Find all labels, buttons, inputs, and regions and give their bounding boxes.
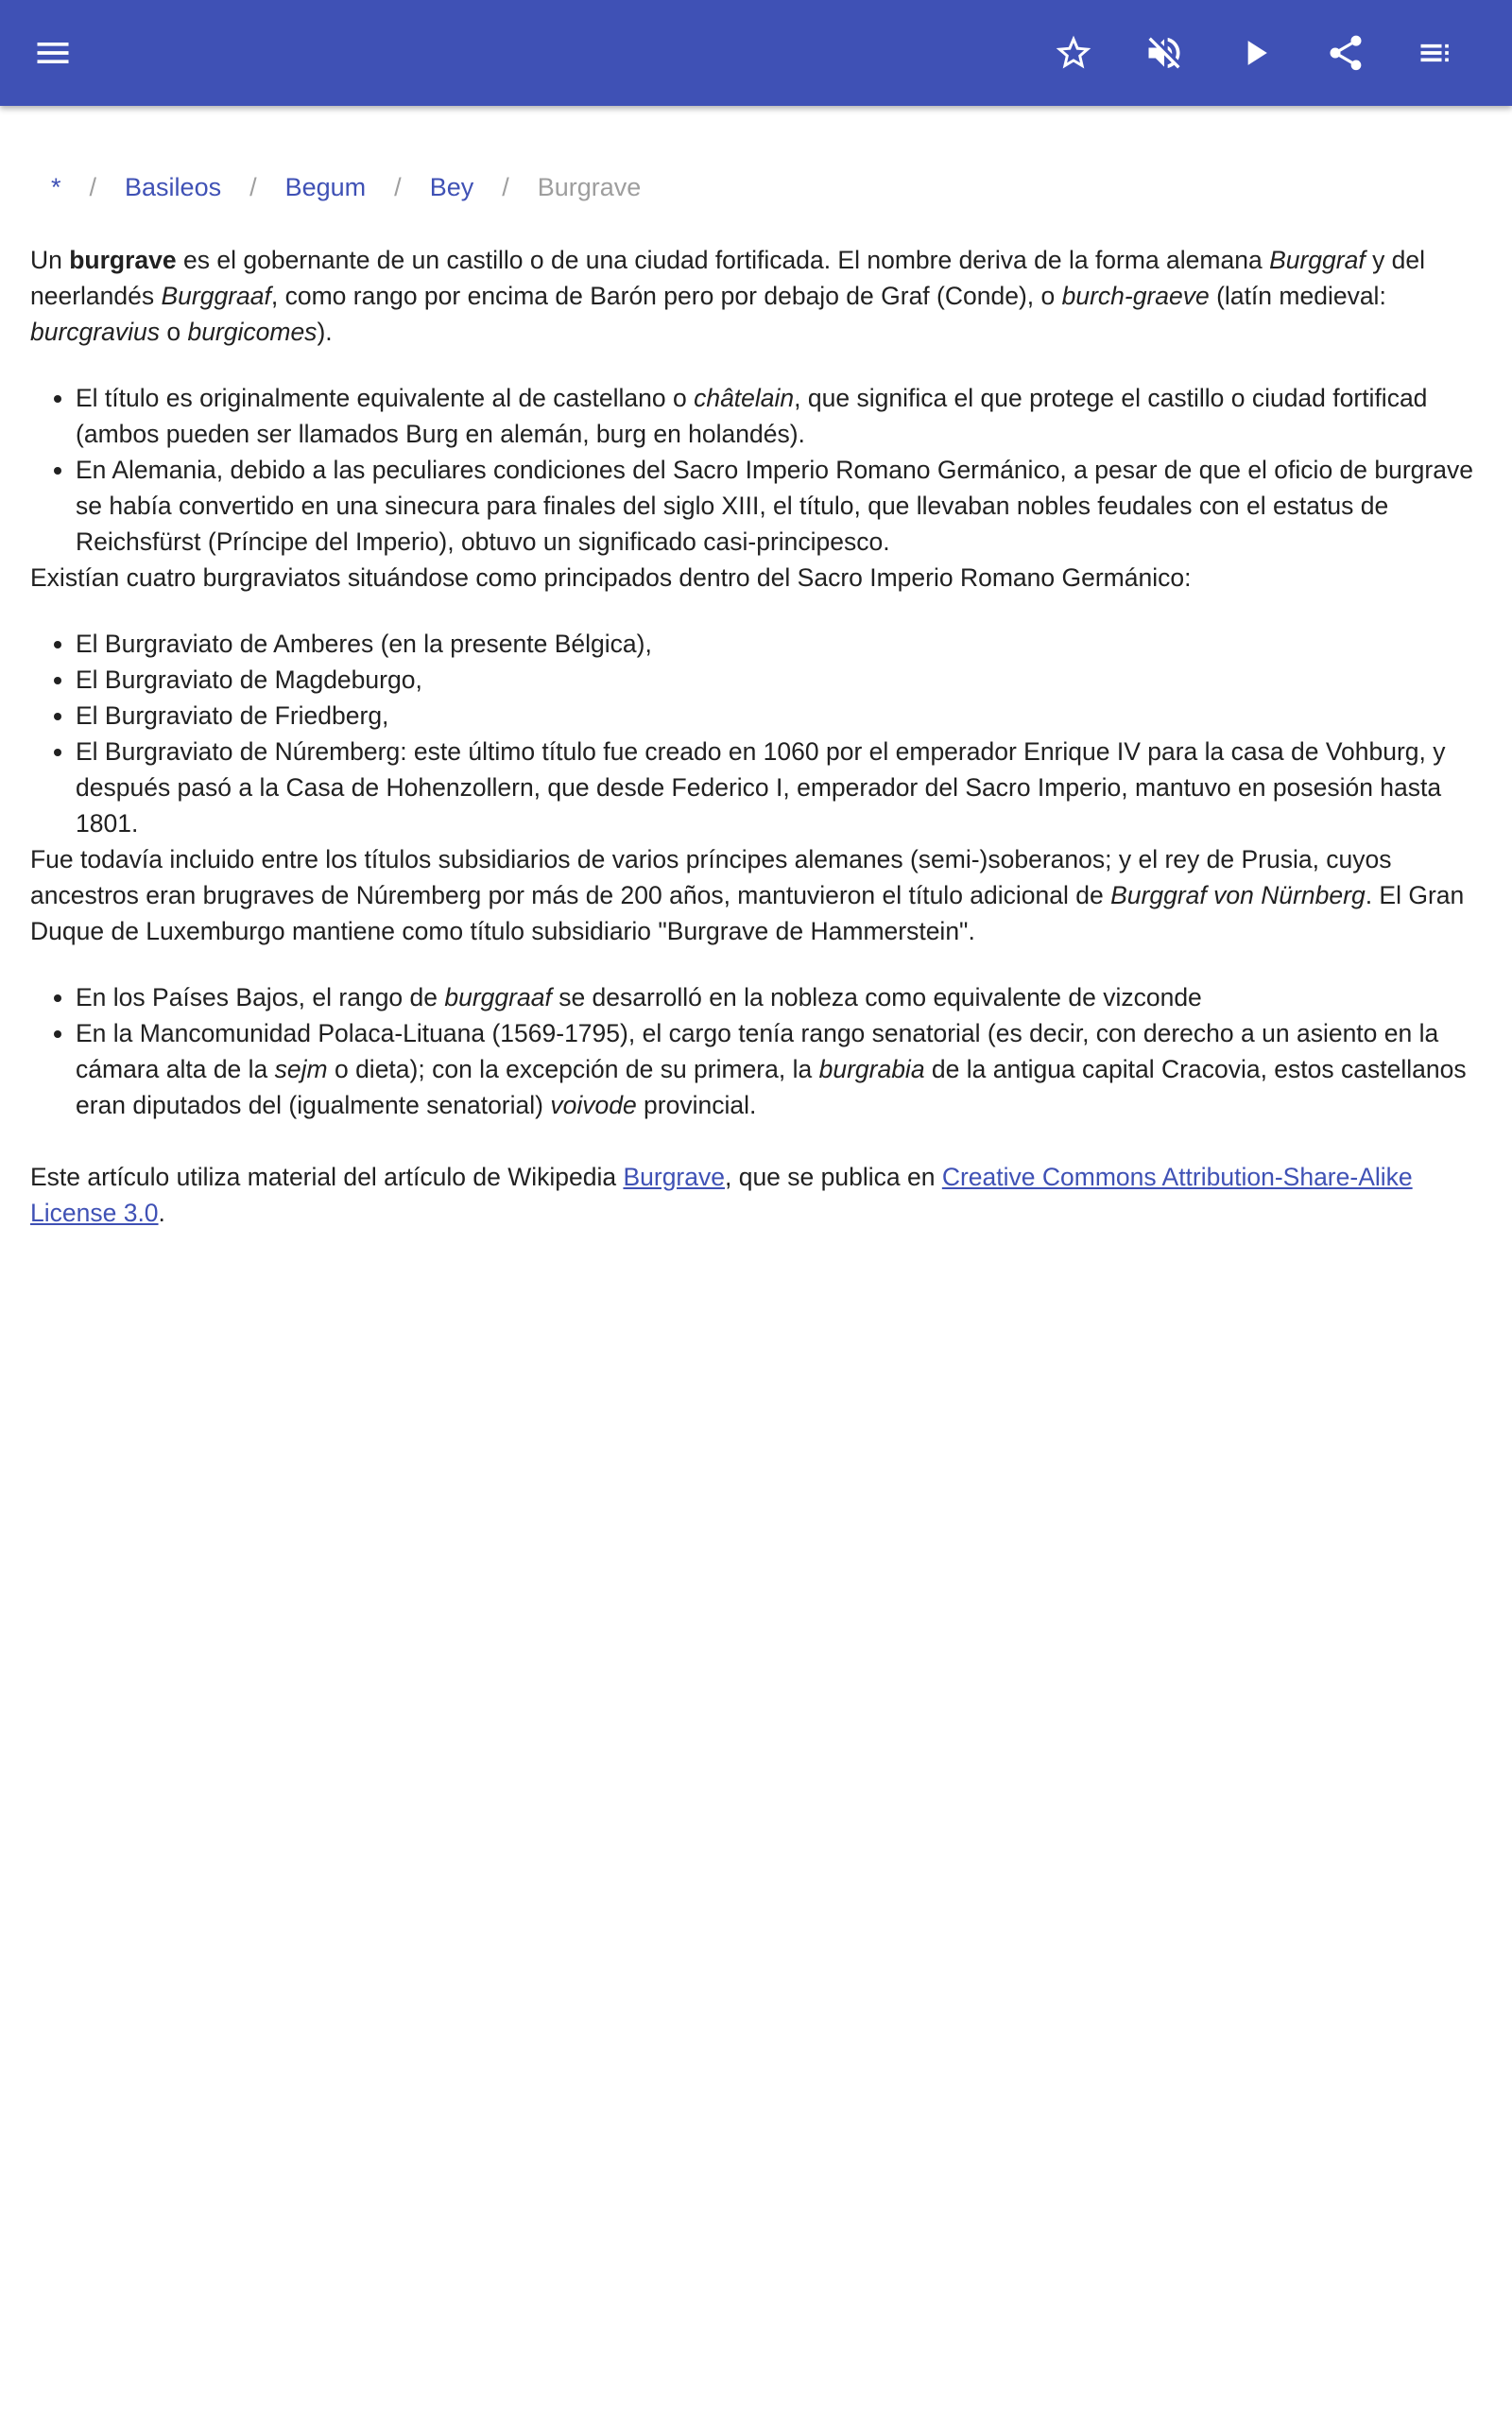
playlist-button[interactable] <box>1391 0 1482 106</box>
list-item: • El Burgraviato de Amberes (en la presente Bélgica), <box>76 626 1482 662</box>
term-bold: burgrave <box>69 246 177 274</box>
breadcrumb-separator: / <box>249 173 257 201</box>
text: o dieta); con la excepción de su primera, la <box>327 1055 819 1083</box>
text: En los Países Bajos, el rango de <box>76 983 445 1011</box>
share-icon <box>1325 32 1366 74</box>
menu-button[interactable] <box>8 0 98 106</box>
article-content <box>30 151 1482 1231</box>
term-italic: burgicomes <box>187 318 318 346</box>
text: y del neerlandés <box>30 246 1426 310</box>
text: . <box>158 1199 165 1227</box>
list-item: • El Burgraviato de Núremberg: este último título fue creado en 1060 por el emperador Enrique IV para la casa de Vohburg, y después pasó a la Casa de Hohenzollern, que desde Federico I, emperador del Sacro Imperio, mantuvo en posesión hasta 1801. <box>76 734 1482 841</box>
text: o <box>159 318 188 346</box>
term-italic: voivode <box>550 1091 637 1119</box>
list-item <box>76 380 1482 452</box>
text: , que significa el que protege el castillo o ciudad fortificad (ambos pueden ser llamados Burg en alemán, burg en holandés). <box>76 384 1428 448</box>
text: . El Gran Duque de Luxemburgo mantiene como título subsidiario "Burgrave de Hammerstein". <box>30 881 1465 945</box>
breadcrumb-separator: / <box>89 173 97 201</box>
breadcrumb-home[interactable]: * <box>51 173 61 201</box>
list-item: • En Alemania, debido a las peculiares condiciones del Sacro Imperio Romano Germánico, a pesar de que el oficio de burgrave se había convertido en una sinecura para finales del siglo XIII, el título, que llevaban nobles feudales con el estatus de Reichsfürst (Príncipe del Imperio), obtuvo un significado casi-principesco. <box>76 452 1482 560</box>
app-bar <box>0 0 1512 106</box>
volume-off-icon <box>1143 32 1185 74</box>
burgraviates-list <box>30 626 1482 841</box>
term-italic: burgrabia <box>818 1055 925 1083</box>
list-item <box>76 979 1482 1015</box>
term-italic: châtelain <box>694 384 795 412</box>
text: ). <box>317 318 333 346</box>
text: Este artículo utiliza material del artículo de Wikipedia <box>30 1163 624 1191</box>
list-item: • El Burgraviato de Magdeburgo, <box>76 662 1482 698</box>
play-icon <box>1234 32 1276 74</box>
breadcrumb-current: Burgrave <box>537 173 642 201</box>
text: de la antigua capital Cracovia, estos castellanos eran diputados del (igualmente senatorial) <box>76 1055 1467 1119</box>
list-item <box>76 1015 1482 1123</box>
breadcrumb-separator: / <box>502 173 509 201</box>
breadcrumb-basileos[interactable]: Basileos <box>125 173 222 201</box>
text: Fue todavía incluido entre los títulos subsidiarios de varios príncipes alemanes (semi-)soberanos; y el rey de Prusia, cuyos ancestros eran brugraves de Núremberg por más de 200 años, mantuvieron el título adicional de <box>30 845 1392 909</box>
playlist-icon <box>1416 32 1457 74</box>
paragraph <box>30 841 1482 949</box>
term-italic: sejm <box>274 1055 328 1083</box>
breadcrumb-separator: / <box>394 173 402 201</box>
breadcrumb-bey[interactable]: Bey <box>429 173 474 201</box>
text: (latín medieval: <box>1209 282 1386 310</box>
attribution-paragraph <box>30 1159 1482 1231</box>
play-button[interactable] <box>1210 0 1300 106</box>
term-italic: Burggraf <box>1269 246 1366 274</box>
term-italic: Burggraaf <box>161 282 271 310</box>
paragraph: Existían cuatro burgraviatos situándose como principados dentro del Sacro Imperio Romano Germánico: <box>30 563 1192 592</box>
text: provincial. <box>636 1091 757 1119</box>
text: Un <box>30 246 70 274</box>
list-item: • El Burgraviato de Friedberg, <box>76 698 1482 734</box>
term-italic: Burggraf von Nürnberg <box>1110 881 1366 909</box>
mute-button[interactable] <box>1119 0 1210 106</box>
share-button[interactable] <box>1300 0 1391 106</box>
term-italic: burcgravius <box>30 318 160 346</box>
wikipedia-link[interactable]: Burgrave <box>623 1163 725 1191</box>
breadcrumb-begum[interactable]: Begum <box>284 173 367 201</box>
text: se desarrolló en la nobleza como equivalente de vizconde <box>551 983 1202 1011</box>
text: , como rango por encima de Barón pero por debajo de Graf (Conde), o <box>270 282 1062 310</box>
breadcrumb <box>30 151 1482 223</box>
text: En la Mancomunidad Polaca-Lituana (1569-1795), el cargo tenía rango senatorial (es decir, con derecho a un asiento en la cámara alta de la <box>76 1019 1439 1083</box>
star-outline-icon <box>1053 32 1094 74</box>
text: El título es originalmente equivalente al de castellano o <box>76 384 695 412</box>
text: , que se publica en <box>724 1163 942 1191</box>
term-italic: burggraaf <box>444 983 552 1011</box>
bullet-list <box>30 380 1482 560</box>
intro-paragraph <box>30 242 1482 350</box>
bullet-list <box>30 979 1482 1123</box>
text: es el gobernante de un castillo o de una ciudad fortificada. El nombre deriva de la forma alemana <box>176 246 1270 274</box>
favorite-button[interactable] <box>1028 0 1119 106</box>
term-italic: burch-graeve <box>1061 282 1210 310</box>
license-link[interactable]: Creative Commons Attribution-Share-Alike License 3.0 <box>30 1163 1413 1227</box>
menu-icon <box>32 32 74 74</box>
